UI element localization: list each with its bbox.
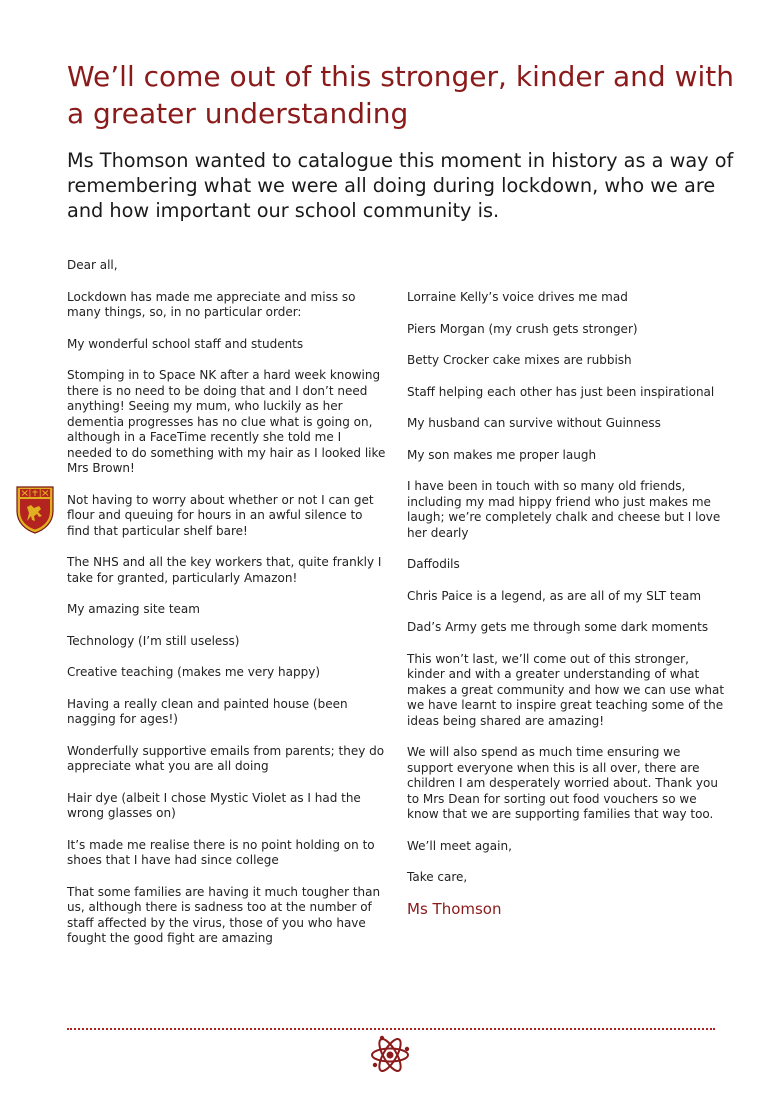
letter-paragraph: My wonderful school staff and students — [67, 336, 304, 351]
letter-paragraph: The NHS and all the key workers that, quite frankly I take for granted, particularly Amazon! — [67, 555, 382, 585]
footer-divider — [67, 1028, 715, 1030]
letter-paragraph: My son makes me proper laugh — [407, 447, 597, 462]
letter-paragraph: Betty Crocker cake mixes are rubbish — [407, 353, 632, 367]
letter-paragraph: We’ll meet again, — [407, 838, 512, 853]
letter-paragraph: Hair dye (albeit I chose Mystic Violet as I had the wrong glasses on) — [67, 790, 361, 820]
atom-icon — [369, 1034, 411, 1076]
letter-paragraph: Stomping in to Space NK after a hard week knowing there is no need to be doing that and I don’t need anything! Seeing my mum, who luckily as her dementia progresses has no clue what is going on, although in a FaceTime recently she told me I needed to do something with my hair as I looked like Mrs Brown! — [67, 368, 386, 475]
letter-paragraph: Dad’s Army gets me through some dark moments — [407, 620, 709, 634]
letter-paragraph: Technology (I’m still useless) — [67, 633, 240, 648]
page-subtitle: Ms Thomson wanted to catalogue this moment in history as a way of remembering what we were all doing during lockdown, who we are and how important our school community is. — [67, 149, 734, 222]
letter-paragraph: Creative teaching (makes me very happy) — [67, 665, 321, 679]
signature: Ms Thomson — [407, 899, 502, 918]
letter-paragraph: Wonderfully supportive emails from parents; they do appreciate what you are all doing — [67, 743, 385, 773]
school-crest-icon — [15, 485, 55, 535]
letter-paragraph: That some families are having it much tougher than us, although there is sadness too at the number of staff affected by the virus, those of you who have fought the good fight are amazing — [67, 884, 381, 945]
letter-paragraph: I have been in touch with so many old friends, including my mad hippy friend who just makes me laugh; we’re completely chalk and cheese but I love her dearly — [407, 479, 721, 540]
letter-right-column — [407, 290, 725, 933]
letter-paragraph: Lockdown has made me appreciate and miss so many things, so, in no particular order: — [67, 289, 356, 319]
letter-paragraph: It’s made me realise there is no point holding on to shoes that I have had since college — [67, 837, 375, 867]
letter-paragraph: My amazing site team — [67, 602, 200, 616]
letter-paragraph: We will also spend as much time ensuring we support everyone when this is all over, there are children I am desperately worried about. Thank you to Mrs Dean for sorting out food vouchers so we know that we are supporting families that way too. — [407, 745, 718, 821]
letter-paragraph: Having a really clean and painted house (been nagging for ages!) — [67, 696, 348, 726]
page-title: We’ll come out of this stronger, kinder and with a greater understanding — [67, 60, 734, 130]
letter-paragraph: Piers Morgan (my crush gets stronger) — [407, 321, 638, 336]
letter-paragraph: Take care, — [407, 870, 468, 884]
letter-left-column — [67, 258, 387, 963]
letter-paragraph: Not having to worry about whether or not I can get flour and queuing for hours in an awful silence to find that particular shelf bare! — [67, 492, 374, 538]
letter-paragraph: Daffodils — [407, 557, 460, 571]
letter-paragraph: Staff helping each other has just been inspirational — [407, 384, 715, 399]
letter-paragraph: My husband can survive without Guinness — [407, 416, 661, 430]
letter-paragraph: This won’t last, we’ll come out of this stronger, kinder and with a greater understanding of what makes a great community and how we can use what we have learnt to inspire great teaching some of the ideas being shared are amazing! — [407, 651, 725, 728]
letter-paragraph: Lorraine Kelly’s voice drives me mad — [407, 290, 628, 304]
letter-paragraph: Chris Paice is a legend, as are all of my SLT team — [407, 588, 702, 603]
letter-paragraph: Dear all, — [67, 258, 118, 272]
